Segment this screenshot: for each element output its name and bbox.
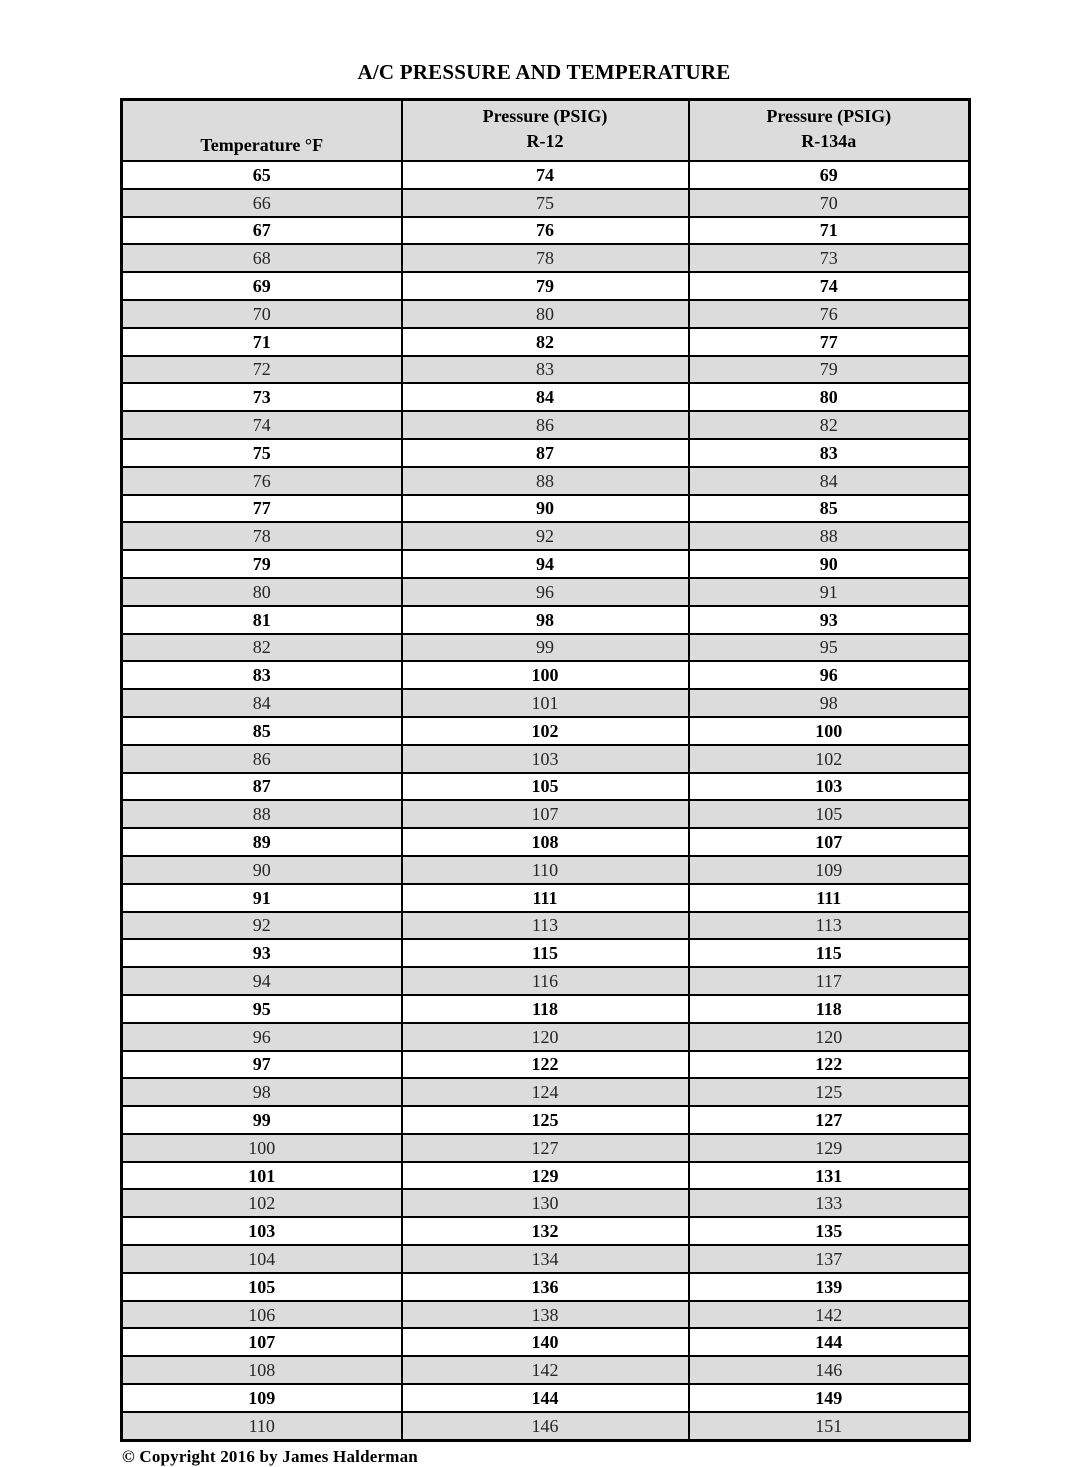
r134a-pressure-cell: 96 (689, 661, 970, 689)
r134a-pressure-cell: 146 (689, 1356, 970, 1384)
header-row (122, 100, 970, 162)
table-row (122, 1051, 970, 1079)
r134a-pressure-cell: 107 (689, 828, 970, 856)
r12-pressure-cell: 105 (402, 773, 689, 801)
r134a-pressure-cell: 83 (689, 439, 970, 467)
r12-pressure-cell: 113 (402, 912, 689, 940)
temperature-cell: 101 (122, 1162, 402, 1190)
r134a-pressure-cell: 151 (689, 1412, 970, 1440)
r12-pressure-cell: 118 (402, 995, 689, 1023)
r134a-pressure-cell: 102 (689, 745, 970, 773)
temperature-cell: 95 (122, 995, 402, 1023)
table-row (122, 689, 970, 717)
temperature-cell: 76 (122, 467, 402, 495)
r134a-pressure-cell: 79 (689, 356, 970, 384)
header-pressure-r12-line1: Pressure (PSIG) (482, 106, 608, 127)
page-title: A/C PRESSURE AND TEMPERATURE (357, 60, 731, 84)
header-pressure-r12 (402, 100, 689, 162)
temperature-cell: 108 (122, 1356, 402, 1384)
temperature-cell: 99 (122, 1106, 402, 1134)
r12-pressure-cell: 92 (402, 522, 689, 550)
r134a-pressure-cell: 137 (689, 1245, 970, 1273)
r134a-pressure-cell: 105 (689, 800, 970, 828)
header-temperature-label: Temperature °F (200, 134, 324, 155)
r134a-pressure-cell: 88 (689, 522, 970, 550)
table-row (122, 1412, 970, 1440)
r12-pressure-cell: 146 (402, 1412, 689, 1440)
r134a-pressure-cell: 103 (689, 773, 970, 801)
table-row (122, 884, 970, 912)
table-row (122, 1078, 970, 1106)
r134a-pressure-cell: 125 (689, 1078, 970, 1106)
r12-pressure-cell: 134 (402, 1245, 689, 1273)
temperature-cell: 73 (122, 383, 402, 411)
temperature-cell: 88 (122, 800, 402, 828)
r134a-pressure-cell: 139 (689, 1273, 970, 1301)
r134a-pressure-cell: 74 (689, 272, 970, 300)
temperature-cell: 72 (122, 356, 402, 384)
r12-pressure-cell: 140 (402, 1328, 689, 1356)
table-row (122, 439, 970, 467)
temperature-cell: 84 (122, 689, 402, 717)
temperature-cell: 96 (122, 1023, 402, 1051)
table-row (122, 1023, 970, 1051)
temperature-cell: 75 (122, 439, 402, 467)
r12-pressure-cell: 120 (402, 1023, 689, 1051)
temperature-cell: 97 (122, 1051, 402, 1079)
table-row (122, 634, 970, 662)
r12-pressure-cell: 99 (402, 634, 689, 662)
table-row (122, 550, 970, 578)
r134a-pressure-cell: 85 (689, 495, 970, 523)
temperature-cell: 67 (122, 217, 402, 245)
r134a-pressure-cell: 120 (689, 1023, 970, 1051)
temperature-cell: 70 (122, 300, 402, 328)
r134a-pressure-cell: 98 (689, 689, 970, 717)
r12-pressure-cell: 100 (402, 661, 689, 689)
temperature-cell: 69 (122, 272, 402, 300)
table-row (122, 939, 970, 967)
table-row (122, 717, 970, 745)
temperature-cell: 82 (122, 634, 402, 662)
temperature-cell: 105 (122, 1273, 402, 1301)
temperature-cell: 94 (122, 967, 402, 995)
temperature-cell: 80 (122, 578, 402, 606)
r134a-pressure-cell: 115 (689, 939, 970, 967)
r12-pressure-cell: 124 (402, 1078, 689, 1106)
temperature-cell: 65 (122, 161, 402, 189)
header-pressure-r134a (689, 100, 970, 162)
r12-pressure-cell: 136 (402, 1273, 689, 1301)
temperature-cell: 109 (122, 1384, 402, 1412)
r134a-pressure-cell: 71 (689, 217, 970, 245)
r12-pressure-cell: 96 (402, 578, 689, 606)
temperature-cell: 71 (122, 328, 402, 356)
table-row (122, 161, 970, 189)
table-row (122, 661, 970, 689)
table-row (122, 578, 970, 606)
r134a-pressure-cell: 135 (689, 1217, 970, 1245)
temperature-cell: 79 (122, 550, 402, 578)
table-row (122, 272, 970, 300)
temperature-cell: 93 (122, 939, 402, 967)
table-row (122, 244, 970, 272)
temperature-cell: 85 (122, 717, 402, 745)
r134a-pressure-cell: 90 (689, 550, 970, 578)
r134a-pressure-cell: 149 (689, 1384, 970, 1412)
r134a-pressure-cell: 70 (689, 189, 970, 217)
pressure-temperature-table (120, 98, 971, 1442)
table-row (122, 856, 970, 884)
table-row (122, 1162, 970, 1190)
table-row (122, 1273, 970, 1301)
temperature-cell: 81 (122, 606, 402, 634)
table-row (122, 606, 970, 634)
r12-pressure-cell: 75 (402, 189, 689, 217)
temperature-cell: 83 (122, 661, 402, 689)
table-row (122, 1217, 970, 1245)
r134a-pressure-cell: 109 (689, 856, 970, 884)
r12-pressure-cell: 129 (402, 1162, 689, 1190)
table-row (122, 383, 970, 411)
table-row (122, 1301, 970, 1329)
r12-pressure-cell: 82 (402, 328, 689, 356)
temperature-cell: 91 (122, 884, 402, 912)
r134a-pressure-cell: 142 (689, 1301, 970, 1329)
r134a-pressure-cell: 111 (689, 884, 970, 912)
temperature-cell: 92 (122, 912, 402, 940)
r134a-pressure-cell: 93 (689, 606, 970, 634)
r134a-pressure-cell: 80 (689, 383, 970, 411)
r134a-pressure-cell: 131 (689, 1162, 970, 1190)
temperature-cell: 98 (122, 1078, 402, 1106)
r12-pressure-cell: 103 (402, 745, 689, 773)
table-body (122, 161, 970, 1440)
table-row (122, 773, 970, 801)
r12-pressure-cell: 132 (402, 1217, 689, 1245)
r12-pressure-cell: 108 (402, 828, 689, 856)
r134a-pressure-cell: 133 (689, 1189, 970, 1217)
r134a-pressure-cell: 82 (689, 411, 970, 439)
r12-pressure-cell: 102 (402, 717, 689, 745)
temperature-cell: 103 (122, 1217, 402, 1245)
r12-pressure-cell: 94 (402, 550, 689, 578)
table-row (122, 467, 970, 495)
table-row (122, 745, 970, 773)
table-row (122, 1134, 970, 1162)
r12-pressure-cell: 76 (402, 217, 689, 245)
temperature-cell: 102 (122, 1189, 402, 1217)
table-row (122, 328, 970, 356)
r12-pressure-cell: 107 (402, 800, 689, 828)
table-row (122, 411, 970, 439)
r12-pressure-cell: 88 (402, 467, 689, 495)
r12-pressure-cell: 130 (402, 1189, 689, 1217)
r12-pressure-cell: 110 (402, 856, 689, 884)
temperature-cell: 86 (122, 745, 402, 773)
temperature-cell: 66 (122, 189, 402, 217)
r12-pressure-cell: 84 (402, 383, 689, 411)
header-temperature (122, 100, 402, 162)
header-pressure-r134a-line2: R-134a (801, 130, 857, 151)
table-row (122, 800, 970, 828)
r12-pressure-cell: 138 (402, 1301, 689, 1329)
r12-pressure-cell: 116 (402, 967, 689, 995)
table-row (122, 1328, 970, 1356)
table-row (122, 1245, 970, 1273)
r134a-pressure-cell: 91 (689, 578, 970, 606)
temperature-cell: 100 (122, 1134, 402, 1162)
r134a-pressure-cell: 144 (689, 1328, 970, 1356)
temperature-cell: 110 (122, 1412, 402, 1440)
table-row (122, 356, 970, 384)
temperature-cell: 87 (122, 773, 402, 801)
r12-pressure-cell: 74 (402, 161, 689, 189)
r134a-pressure-cell: 129 (689, 1134, 970, 1162)
table-row (122, 189, 970, 217)
copyright-notice: © Copyright 2016 by James Halderman (122, 1446, 418, 1466)
r134a-pressure-cell: 95 (689, 634, 970, 662)
temperature-cell: 107 (122, 1328, 402, 1356)
table-row (122, 1356, 970, 1384)
r134a-pressure-cell: 84 (689, 467, 970, 495)
header-pressure-r134a-line1: Pressure (PSIG) (766, 106, 892, 127)
r12-pressure-cell: 79 (402, 272, 689, 300)
r134a-pressure-cell: 76 (689, 300, 970, 328)
table-row (122, 1106, 970, 1134)
r12-pressure-cell: 83 (402, 356, 689, 384)
table-row (122, 967, 970, 995)
r134a-pressure-cell: 118 (689, 995, 970, 1023)
table-row (122, 1189, 970, 1217)
temperature-cell: 104 (122, 1245, 402, 1273)
temperature-cell: 106 (122, 1301, 402, 1329)
r12-pressure-cell: 125 (402, 1106, 689, 1134)
r12-pressure-cell: 78 (402, 244, 689, 272)
header-pressure-r12-line2: R-12 (526, 130, 564, 151)
r12-pressure-cell: 90 (402, 495, 689, 523)
r134a-pressure-cell: 113 (689, 912, 970, 940)
r12-pressure-cell: 98 (402, 606, 689, 634)
r134a-pressure-cell: 77 (689, 328, 970, 356)
r12-pressure-cell: 80 (402, 300, 689, 328)
r12-pressure-cell: 144 (402, 1384, 689, 1412)
table-row (122, 217, 970, 245)
r12-pressure-cell: 115 (402, 939, 689, 967)
temperature-cell: 77 (122, 495, 402, 523)
r12-pressure-cell: 122 (402, 1051, 689, 1079)
table-row (122, 300, 970, 328)
table-row (122, 828, 970, 856)
table-header (122, 100, 970, 162)
temperature-cell: 90 (122, 856, 402, 884)
table-row (122, 522, 970, 550)
temperature-cell: 89 (122, 828, 402, 856)
r12-pressure-cell: 127 (402, 1134, 689, 1162)
table-row (122, 495, 970, 523)
r12-pressure-cell: 142 (402, 1356, 689, 1384)
table-row (122, 912, 970, 940)
temperature-cell: 78 (122, 522, 402, 550)
r134a-pressure-cell: 100 (689, 717, 970, 745)
r12-pressure-cell: 111 (402, 884, 689, 912)
temperature-cell: 74 (122, 411, 402, 439)
temperature-cell: 68 (122, 244, 402, 272)
r12-pressure-cell: 101 (402, 689, 689, 717)
r134a-pressure-cell: 117 (689, 967, 970, 995)
r134a-pressure-cell: 122 (689, 1051, 970, 1079)
r134a-pressure-cell: 127 (689, 1106, 970, 1134)
r134a-pressure-cell: 73 (689, 244, 970, 272)
r12-pressure-cell: 86 (402, 411, 689, 439)
r12-pressure-cell: 87 (402, 439, 689, 467)
table-row (122, 995, 970, 1023)
r134a-pressure-cell: 69 (689, 161, 970, 189)
